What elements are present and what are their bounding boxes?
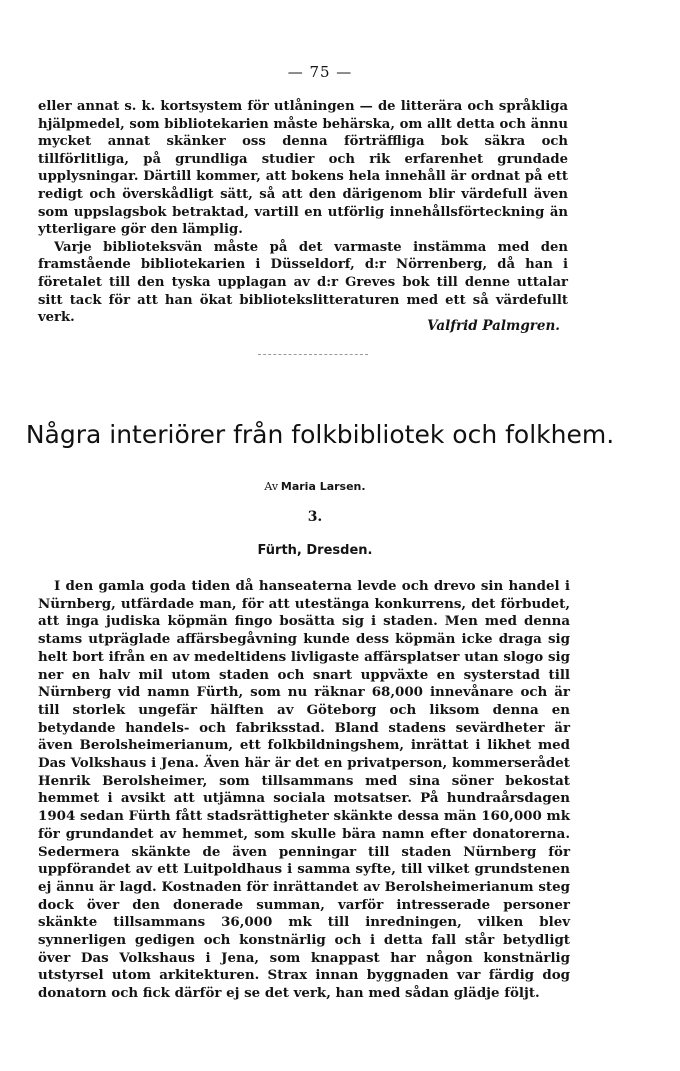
part-number: 3. — [307, 509, 323, 525]
author-signature: Valfrid Palmgren. — [427, 318, 560, 334]
previous-article-paragraph-2: Varje biblioteksvän måste på det varmaste instämma med den framstående bibliotekarien i Düsseldorf, d:r Nörrenberg, då han i företalet till den tyska upplagan av d:r Greves bok till denne uttalar sitt tack för att han ökat bibliotekslitteraturen med ett så värdefullt verk. — [38, 239, 568, 326]
previous-article-paragraph-1: eller annat s. k. kortsystem för utlåningen — de litterära och språkliga hjälpmedel, som bibliotekarien måste behärska, om allt detta och ännu mycket annat skänker oss denna förträffliga bok säkra och tillförlitliga, på grundliga studier och rik erfarenhet grundade upplysningar. Därtill kommer, att bokens hela innehåll är ordnat på ett redigt och överskådligt sätt, så att den därigenom blir värdefull även som uppslagsbok betraktad, vartill en utförlig innehållsförteckning än ytterligare gör den lämplig. — [38, 99, 568, 238]
article-paragraph-1: I den gamla goda tiden då hanseaterna levde och drevo sin handel i Nürnberg, utfärdade man, för att utestänga konkurrens, det förbudet, att inga judiska köpmän fingo bosätta sig i staden. Men med denna stams utpräglade affärsbegåvning kunde dess köpmän icke draga sig helt bort ifrån en av medeltidens livligaste affärsplatser utan slogo sig ner en halv mil utom staden och snart uppväxte en systerstad till Nürnberg vid namn Fürth, som nu räknar 68,000 innevånare och är till storlek ungefär hälften av Göteborg och liksom denna en betydande handels- och fabriksstad. Bland stadens sevärdheter är även Berolsheimerianum, ett folkbildningshem, inrättat i likhet med Das Volkshaus i Jena. Även här är det en privatperson, kommerserådet Henrik Berolsheimer, som tillsammans med sina söner bekostat hemmet i avsikt att utjämna sociala motsatser. På hundraårsdagen 1904 sedan Fürth fått stadsrättigheter skänkte dessa män 160,000 mk för grundandet av hemmet, som skulle bära namn efter donatorerna. Sedermera skänkte de även penningar till staden Nürnberg för uppförandet av ett Luitpoldhaus i samma syfte, till vilket grundstenen ej ännu är lagd. Kostnaden för inrättandet av Berolsheimerianum steg dock över den donerade summan, varför intresserade personer skänkte tillsammans 36,000 mk till inredningen, vilken blev synnerligen gedigen och konstnärlig och i detta fall står betydligt över Das Volkshaus i Jena, som knappast har någon konstnärlig utstyrsel utom arkitekturen. Strax innan byggnaden var färdig dog donatorn och fick därför ej se det verk, han med sådan glädje följt. — [38, 578, 570, 1002]
author-name: Maria Larsen. — [280, 480, 366, 493]
section-subheading: Fürth, Dresden. — [257, 543, 373, 558]
article-body — [38, 578, 570, 1003]
page-number: — 75 — — [287, 63, 353, 81]
section-divider — [258, 354, 368, 355]
previous-article-text — [38, 98, 568, 327]
article-title: Några interiörer från folkbibliotek och folkhem. — [25, 419, 615, 449]
byline — [0, 480, 630, 493]
byline-prefix: Av — [264, 480, 279, 493]
